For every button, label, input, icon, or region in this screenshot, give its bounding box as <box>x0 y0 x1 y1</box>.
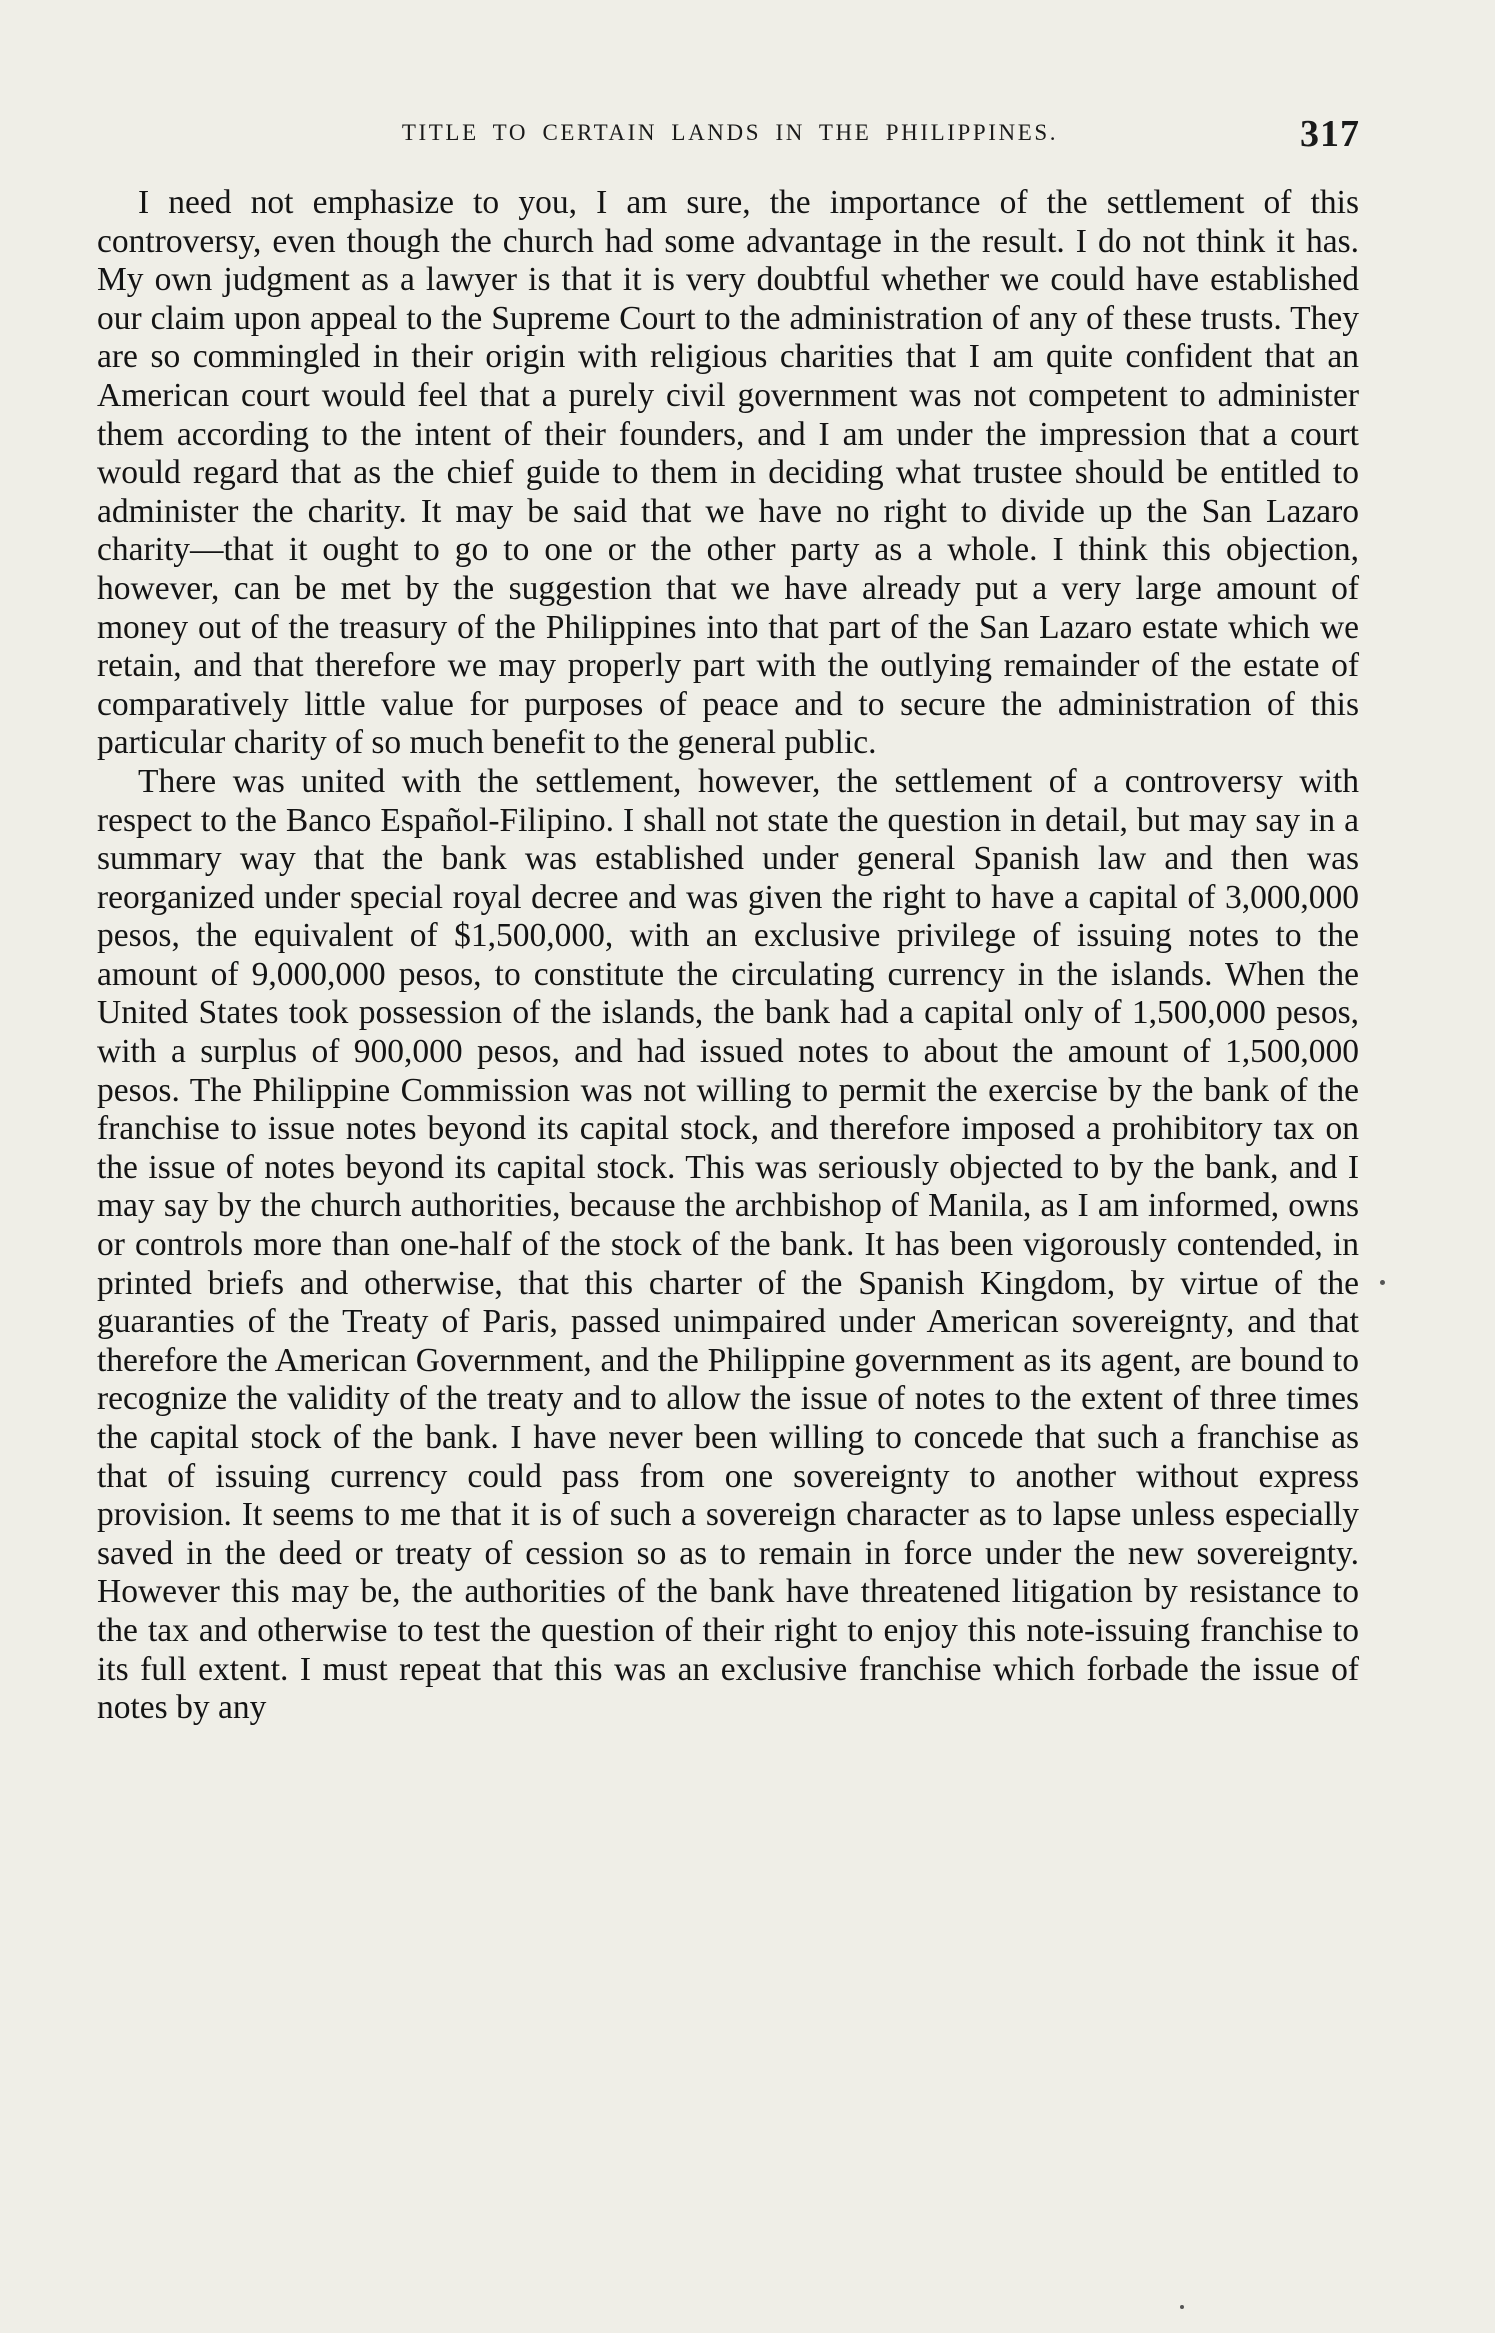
page-header <box>100 112 1360 172</box>
paragraph: There was united with the settlement, however, the settlement of a controversy with respect to the Banco Español-Filipino. I shall not state the question in detail, but may say in a summary way that the bank was established under general Spanish law and then was reorganized under special royal decree and was given the right to have a capital of 3,000,000 pesos, the equivalent of $1,500,000, with an exclusive privilege of issuing notes to the amount of 9,000,000 pesos, to constitute the circulating currency in the islands. When the United States took possession of the islands, the bank had a capital only of 1,500,000 pesos, with a surplus of 900,000 pesos, and had issued notes to about the amount of 1,500,000 pesos. The Philippine Commission was not willing to permit the exercise by the bank of the franchise to issue notes beyond its capital stock, and therefore imposed a prohibitory tax on the issue of notes beyond its capital stock. This was seriously objected to by the bank, and I may say by the church authorities, because the archbishop of Manila, as I am informed, owns or controls more than one-half of the stock of the bank. It has been vigorously contended, in printed briefs and otherwise, that this charter of the Spanish Kingdom, by virtue of the guaranties of the Treaty of Paris, passed unimpaired under American sovereignty, and that therefore the American Government, and the Philippine government as its agent, are bound to recognize the validity of the treaty and to allow the issue of notes to the extent of three times the capital stock of the bank. I have never been willing to concede that such a franchise as that of issuing currency could pass from one sovereignty to another without express provision. It seems to me that it is of such a sovereign character as to lapse unless especially saved in the deed or treaty of cession so as to remain in force under the new sovereignty. However this may be, the authorities of the bank have threatened litigation by resistance to the tax and otherwise to test the question of their right to enjoy this note-issuing franchise to its full extent. I must repeat that this was an exclusive franchise which forbade the issue of notes by any <box>97 762 1359 1727</box>
paragraph: I need not emphasize to you, I am sure, the importance of the settlement of this controversy, even though the church had some advantage in the result. I do not think it has. My own judgment as a lawyer is that it is very doubtful whether we could have established our claim upon appeal to the Supreme Court to the administration of any of these trusts. They are so commingled in their origin with religious charities that I am quite confident that an American court would feel that a purely civil government was not competent to administer them according to the intent of their founders, and I am under the impression that a court would regard that as the chief guide to them in deciding what trustee should be entitled to administer the charity. It may be said that we have no right to divide up the San Lazaro charity—that it ought to go to one or the other party as a whole. I think this objection, however, can be met by the suggestion that we have already put a very large amount of money out of the treasury of the Philippines into that part of the San Lazaro estate which we retain, and that therefore we may properly part with the outlying remainder of the estate of comparatively little value for purposes of peace and to secure the administration of this particular charity of so much benefit to the general public. <box>97 184 1359 762</box>
page-number: 317 <box>1300 113 1360 155</box>
margin-speck <box>1180 2305 1184 2309</box>
running-title: TITLE TO CERTAIN LANDS IN THE PHILIPPINES. <box>401 120 1059 145</box>
margin-speck <box>1380 1280 1385 1285</box>
body-text <box>97 184 1359 1728</box>
